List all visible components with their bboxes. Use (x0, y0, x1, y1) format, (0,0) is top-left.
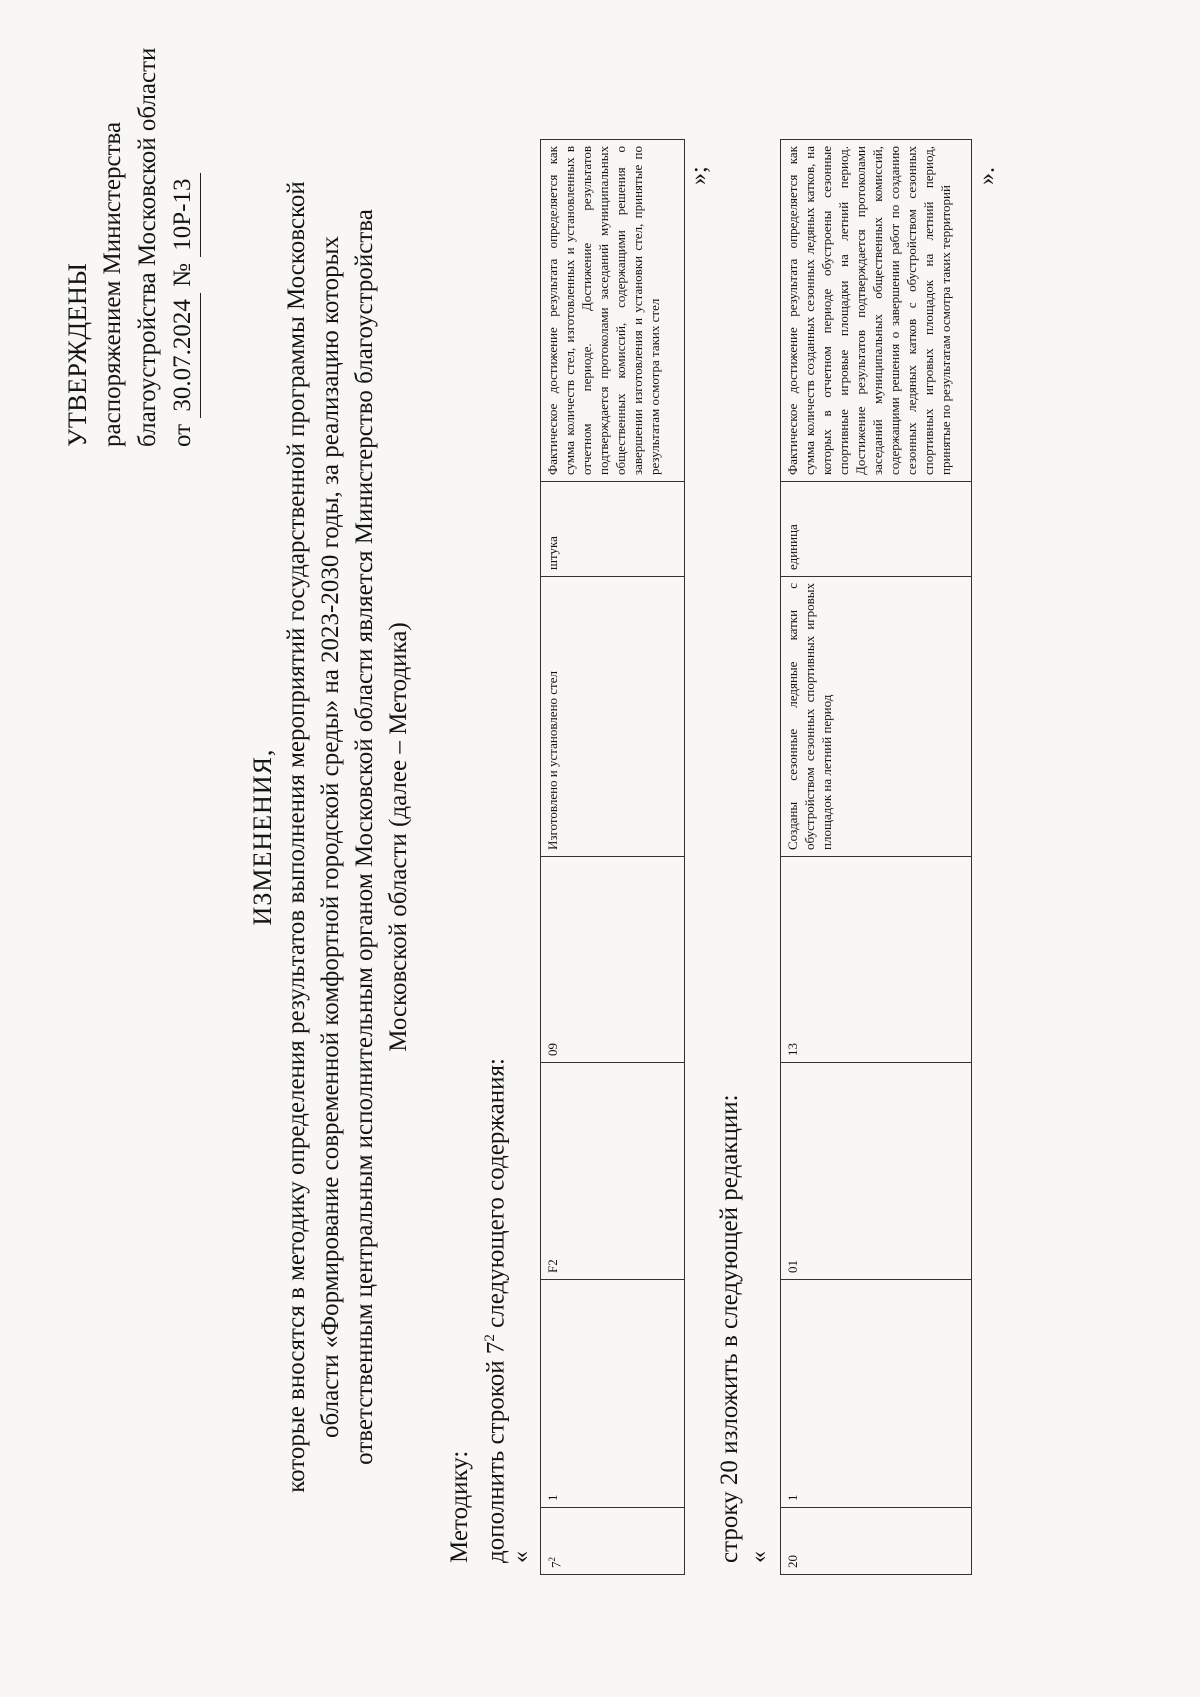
heading-line-1: которые вносятся в методику определения результатов выполнения мероприятий государственной программы Московской (283, 181, 310, 1493)
item2-cell-2: 1 (781, 1280, 972, 1508)
approval-date-line (165, 17, 201, 447)
heading-title: ИЗМЕНЕНИЯ, (248, 748, 277, 926)
item1-intro-after: следующего содержания: (482, 1058, 510, 1335)
item2-cell-5: Созданы сезонные ледяные катки с обустройством сезонных спортивных игровых площадок на летний период (781, 577, 972, 857)
item2-cell-4: 13 (781, 857, 972, 1063)
item2-open-quote: « (746, 1551, 772, 1563)
item1-cell-2: 1 (541, 1280, 685, 1508)
item1-intro-sup: 2 (482, 1334, 498, 1342)
item2-cell-3: 01 (781, 1063, 972, 1280)
approval-line-2: благоустройства Московской области (134, 47, 161, 447)
item1-cell-6: штука (541, 482, 685, 577)
item2-cell-6: единица (781, 482, 972, 577)
item1-table (540, 139, 685, 1575)
approval-number: 10Р-13 (165, 173, 201, 257)
heading-line-2: области «Формирование современной комфортной городской среды» на 2023-2030 годы, за реализацию которых (317, 236, 344, 1438)
heading-line-3: ответственным центральным исполнительным органом Московской области является Министерство благоустройства (351, 209, 378, 1465)
item1-close-quote: »; (686, 166, 712, 185)
section-label: Методику: (446, 1450, 473, 1563)
item2-table (780, 139, 972, 1575)
table-row (541, 140, 685, 1575)
item1-cell-7: Фактическое достижение результата определяется как сумма количеств стел, изготовленных и установленных в отчетном периоде. Достижение результатов подтверждается протоколами заседаний муниципальных общественных комиссий, содержащими решения о завершении изготовления и установки стел, принятые по результатам осмотра таких стел (541, 140, 685, 482)
item1-intro-before: дополнить строкой 7 (482, 1341, 510, 1563)
table-row (781, 140, 972, 1575)
heading-line-4: Московской области (далее – Методика) (385, 622, 412, 1052)
item2-cell-number: 20 (781, 1508, 972, 1575)
approval-line-1: распоряжением Министерства (99, 121, 126, 447)
item1-cell-4: 09 (541, 857, 685, 1063)
item1-cell-3: F2 (541, 1063, 685, 1280)
approval-title: УТВЕРЖДЕНЫ (63, 262, 92, 447)
item1-intro (482, 1058, 510, 1563)
item1-open-quote: « (508, 1551, 534, 1563)
item1-cell-number: $7^2$ (541, 1508, 685, 1575)
document-heading (246, 137, 416, 1537)
item2-intro: строку 20 изложить в следующей редакции: (716, 1094, 743, 1563)
approval-from: от (169, 423, 196, 447)
item2-cell-7: Фактическое достижение результата определяется как сумма количеств созданных сезонных ледяных катков, на которых в отчетном периоде обустроены сезонные спортивные игровые площадки на летний период. Достижение результатов подтверждается протоколами заседаний муниципальных общественных комиссий, содержащими решения о завершении работ по созданию сезонных ледяных катков с обустройством сезонных спортивных игровых площадок на летний период, принятые по результатам осмотра таких территорий (781, 140, 972, 482)
approval-date: 30.07.2024 (165, 293, 201, 418)
approval-stamp (60, 17, 201, 447)
approval-number-sign: № (169, 263, 196, 287)
item2-close-quote: ». (974, 167, 1000, 185)
item1-cell-5: Изготовлено и установлено стел (541, 577, 685, 857)
